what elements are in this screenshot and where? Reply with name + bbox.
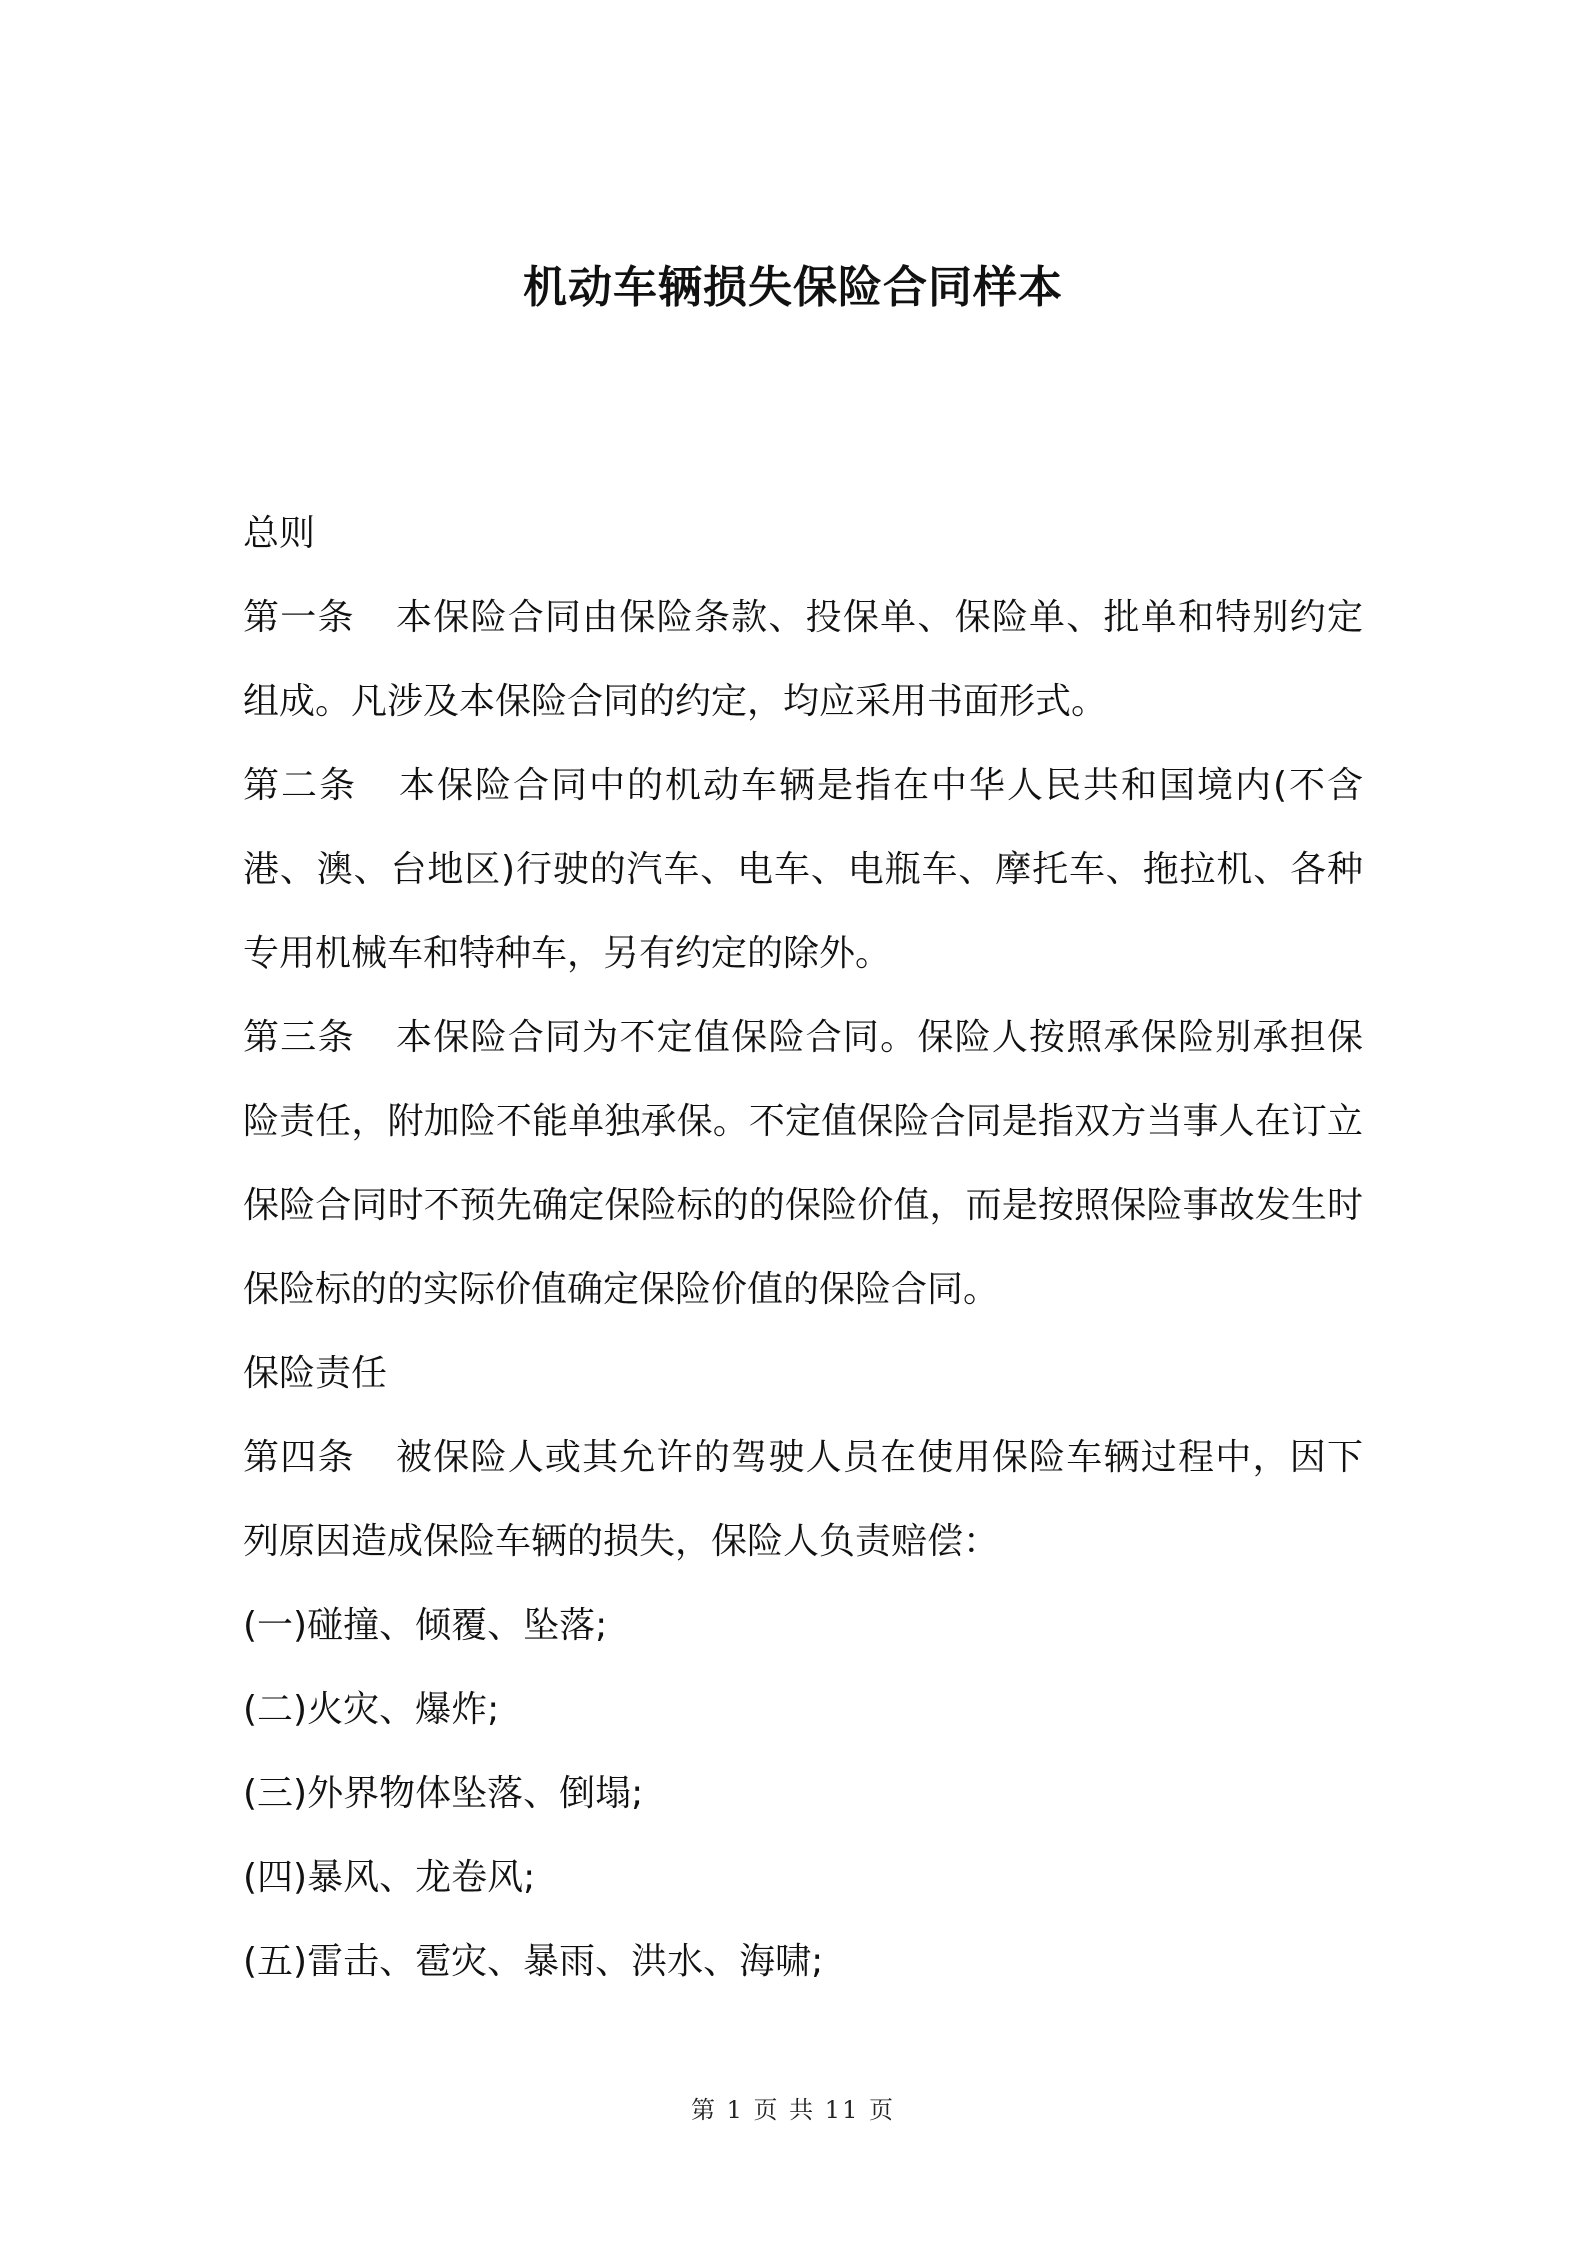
- page-footer: 第 1 页 共 11 页: [691, 2096, 895, 2124]
- article-text: 被保险人或其允许的驾驶人员在使用保险车辆过程中，因下列原因造成保险车辆的损失，保险人负责赔偿：: [243, 1437, 1363, 1562]
- article-label: 第一条: [243, 597, 355, 638]
- article-text: 本保险合同中的机动车辆是指在中华人民共和国境内(不含港、澳、台地区)行驶的汽车、电车、电瓶车、摩托车、拖拉机、各种专用机械车和特种车，另有约定的除外。: [243, 765, 1363, 974]
- section-heading-general: 总则: [243, 513, 316, 554]
- list-item: (五)雷击、雹灾、暴雨、洪水、海啸;: [243, 1941, 824, 1982]
- article-label: 第二条: [243, 765, 357, 806]
- document-body: [243, 492, 1363, 2004]
- list-item: (一)碰撞、倾覆、坠落;: [243, 1605, 608, 1646]
- article-text: 本保险合同由保险条款、投保单、保险单、批单和特别约定组成。凡涉及本保险合同的约定，均应采用书面形式。: [243, 597, 1363, 722]
- article-3: [243, 996, 1363, 1332]
- list-item: (三)外界物体坠落、倒塌;: [243, 1773, 644, 1814]
- section-heading-liability: 保险责任: [243, 1353, 388, 1394]
- article-text: 本保险合同为不定值保险合同。保险人按照承保险别承担保险责任，附加险不能单独承保。不定值保险合同是指双方当事人在订立保险合同时不预先确定保险标的的保险价值，而是按照保险事故发生时保险标的的实际价值确定保险价值的保险合同。: [243, 1017, 1363, 1310]
- article-4: [243, 1416, 1363, 1584]
- list-item: (二)火灾、爆炸;: [243, 1689, 500, 1730]
- document-title: 机动车辆损失保险合同样本: [523, 262, 1063, 313]
- article-label: 第三条: [243, 1017, 355, 1058]
- list-item: (四)暴风、龙卷风;: [243, 1857, 536, 1898]
- article-2: [243, 744, 1363, 996]
- article-1: [243, 576, 1363, 744]
- article-label: 第四条: [243, 1437, 355, 1478]
